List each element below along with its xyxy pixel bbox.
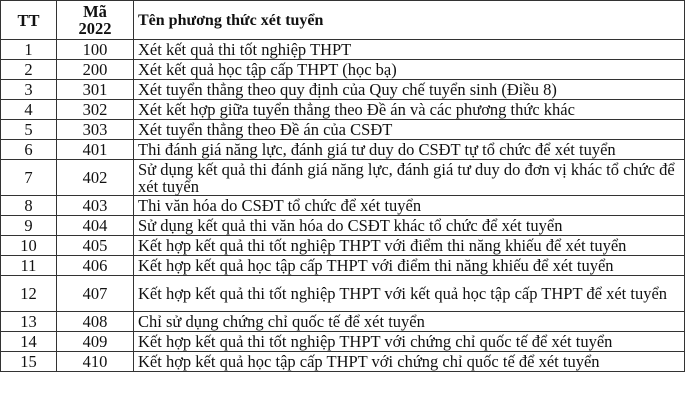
table-body: [1, 40, 685, 372]
table-row: [1, 332, 685, 352]
row-code: 302: [57, 100, 134, 120]
row-code: 408: [57, 312, 134, 332]
header-tt: TT: [1, 1, 57, 40]
row-code: 409: [57, 332, 134, 352]
row-tt: 1: [1, 40, 57, 60]
table-row: [1, 120, 685, 140]
table-row: [1, 256, 685, 276]
table-row: [1, 60, 685, 80]
row-tt: 15: [1, 352, 57, 372]
table-row: [1, 352, 685, 372]
row-tt: 2: [1, 60, 57, 80]
row-tt: 8: [1, 196, 57, 216]
row-tt: 10: [1, 236, 57, 256]
table-row: [1, 40, 685, 60]
row-name: Kết hợp kết quả thi tốt nghiệp THPT với kết quả học tập cấp THPT để xét tuyển: [134, 276, 685, 312]
row-name: Kết hợp kết quả học tập cấp THPT với chứng chỉ quốc tế để xét tuyển: [134, 352, 685, 372]
header-code: [57, 1, 134, 40]
row-code: 100: [57, 40, 134, 60]
table-row: [1, 80, 685, 100]
row-tt: 7: [1, 160, 57, 196]
table-header-row: [1, 1, 685, 40]
row-code: 405: [57, 236, 134, 256]
table-row: [1, 100, 685, 120]
row-tt: 5: [1, 120, 57, 140]
header-code-line2: 2022: [78, 19, 112, 38]
row-tt: 6: [1, 140, 57, 160]
row-code: 200: [57, 60, 134, 80]
row-name: Xét kết quả học tập cấp THPT (học bạ): [134, 60, 685, 80]
table-row: [1, 236, 685, 256]
row-name: Sử dụng kết quả thi đánh giá năng lực, đánh giá tư duy do đơn vị khác tổ chức để xét tuyển: [134, 160, 685, 196]
header-code-line1: Mã: [83, 2, 107, 21]
row-code: 401: [57, 140, 134, 160]
row-name: Kết hợp kết quả thi tốt nghiệp THPT với chứng chỉ quốc tế để xét tuyển: [134, 332, 685, 352]
row-code: 403: [57, 196, 134, 216]
row-name: Thi văn hóa do CSĐT tổ chức để xét tuyển: [134, 196, 685, 216]
table-row: [1, 196, 685, 216]
row-code: 303: [57, 120, 134, 140]
row-name: Chỉ sử dụng chứng chỉ quốc tế để xét tuyển: [134, 312, 685, 332]
row-tt: 13: [1, 312, 57, 332]
row-name: Kết hợp kết quả thi tốt nghiệp THPT với điểm thi năng khiếu để xét tuyển: [134, 236, 685, 256]
row-tt: 12: [1, 276, 57, 312]
table-row: [1, 312, 685, 332]
row-tt: 11: [1, 256, 57, 276]
row-tt: 14: [1, 332, 57, 352]
row-code: 410: [57, 352, 134, 372]
row-code: 402: [57, 160, 134, 196]
row-name: Thi đánh giá năng lực, đánh giá tư duy do CSĐT tự tổ chức để xét tuyển: [134, 140, 685, 160]
row-name: Kết hợp kết quả học tập cấp THPT với điểm thi năng khiếu để xét tuyển: [134, 256, 685, 276]
row-name: Sử dụng kết quả thi văn hóa do CSĐT khác tổ chức để xét tuyển: [134, 216, 685, 236]
header-name: Tên phương thức xét tuyển: [134, 1, 685, 40]
row-code: 301: [57, 80, 134, 100]
table-row: [1, 140, 685, 160]
row-tt: 9: [1, 216, 57, 236]
table-row: [1, 216, 685, 236]
table-row: [1, 160, 685, 196]
row-name: Xét kết hợp giữa tuyển thẳng theo Đề án và các phương thức khác: [134, 100, 685, 120]
row-tt: 3: [1, 80, 57, 100]
row-code: 407: [57, 276, 134, 312]
row-name: Xét kết quả thi tốt nghiệp THPT: [134, 40, 685, 60]
row-code: 406: [57, 256, 134, 276]
row-name: Xét tuyển thẳng theo quy định của Quy chế tuyển sinh (Điều 8): [134, 80, 685, 100]
row-tt: 4: [1, 100, 57, 120]
row-code: 404: [57, 216, 134, 236]
table-row: [1, 276, 685, 312]
row-name: Xét tuyển thẳng theo Đề án của CSĐT: [134, 120, 685, 140]
